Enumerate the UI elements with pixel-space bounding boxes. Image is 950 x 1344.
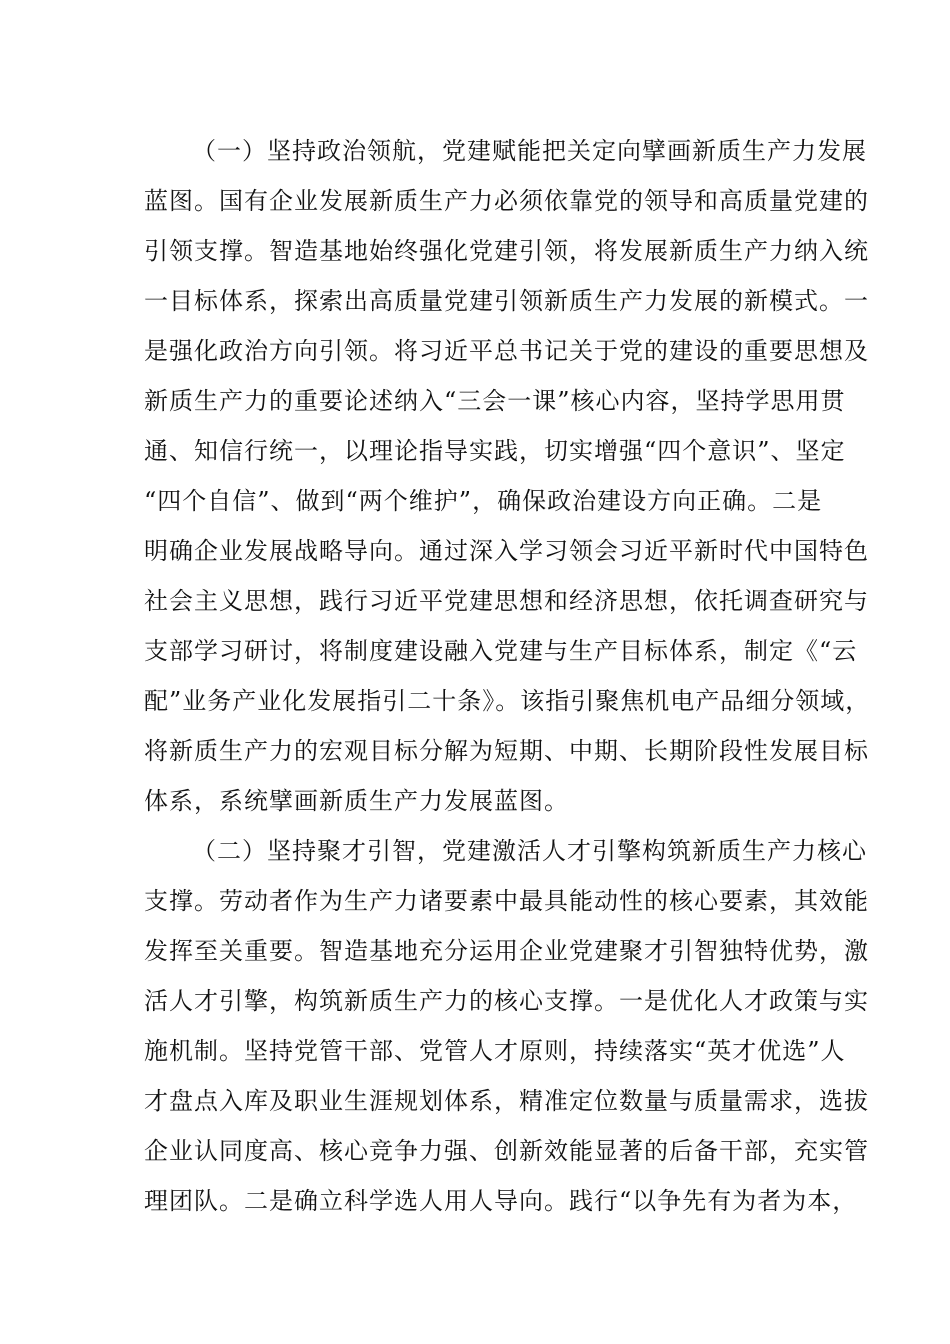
paragraph-1-line: 是强化政治方向引领。将习近平总书记关于党的建设的重要思想及 [144,337,869,365]
paragraph-1-line: 新质生产力的重要论述纳入“三会一课”核心内容，坚持学思用贯 [144,387,846,415]
paragraph-1-line: 配”业务产业化发展指引二十条》。该指引聚焦机电产品细分领域， [144,687,871,715]
paragraph-2-line: 发挥至关重要。智造基地充分运用企业党建聚才引智独特优势，激 [144,937,869,965]
paragraph-1-line: 支部学习研讨，将制度建设融入党建与生产目标体系，制定《“云 [144,637,858,665]
paragraph-1-line: 明确企业发展战略导向。通过深入学习领会习近平新时代中国特色 [144,537,869,565]
paragraph-1-line: 一目标体系，探索出高质量党建引领新质生产力发展的新模式。一 [144,287,869,315]
paragraph-2-line: 理团队。二是确立科学选人用人导向。践行“以争先有为者为本， [144,1187,858,1215]
paragraph-2-line: （二）坚持聚才引智，党建激活人才引擎构筑新质生产力核心 [192,837,867,865]
paragraph-1-line: 通、知信行统一，以理论指导实践，切实增强“四个意识”、坚定 [144,437,846,465]
paragraph-1-line: 社会主义思想，践行习近平党建思想和经济思想，依托调查研究与 [144,587,869,615]
paragraph-2-line: 企业认同度高、核心竞争力强、创新效能显著的后备干部，充实管 [144,1137,869,1165]
paragraph-1-line: （一）坚持政治领航，党建赋能把关定向擘画新质生产力发展 [192,137,867,165]
paragraph-2-line: 活人才引擎，构筑新质生产力的核心支撑。一是优化人才政策与实 [144,987,869,1015]
paragraph-1-line: 引领支撑。智造基地始终强化党建引领，将发展新质生产力纳入统 [144,237,869,265]
paragraph-1-line: 将新质生产力的宏观目标分解为短期、中期、长期阶段性发展目标 [144,737,869,765]
paragraph-2-line: 支撑。劳动者作为生产力诸要素中最具能动性的核心要素，其效能 [144,887,869,915]
paragraph-1-line: 体系，系统擘画新质生产力发展蓝图。 [144,787,569,815]
paragraph-1-line: “四个自信”、做到“两个维护”，确保政治建设方向正确。二是 [144,487,823,515]
paragraph-1-line: 蓝图。国有企业发展新质生产力必须依靠党的领导和高质量党建的 [144,187,869,215]
paragraph-2-line: 施机制。坚持党管干部、党管人才原则，持续落实“英才优选”人 [144,1037,846,1065]
paragraph-2-line: 才盘点入库及职业生涯规划体系，精准定位数量与质量需求，选拔 [144,1087,869,1115]
